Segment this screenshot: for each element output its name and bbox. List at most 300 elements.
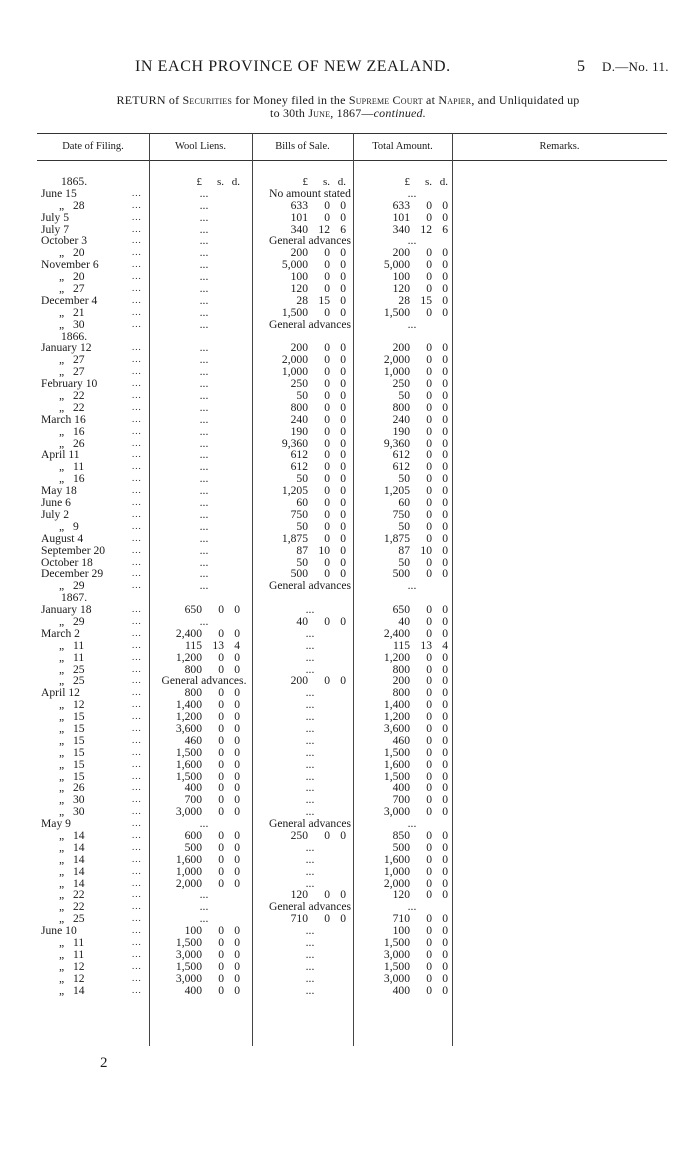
bill-amount — [260, 426, 366, 438]
wool-ditto: ... — [199, 543, 209, 557]
total-amount — [362, 949, 468, 961]
wool-pence: 4 — [234, 638, 240, 652]
total-amount — [362, 830, 468, 842]
bill-ditto: ... — [305, 626, 315, 640]
bill-pence: 0 — [340, 365, 346, 379]
table-row — [37, 699, 667, 711]
total-shillings: 0 — [426, 448, 432, 462]
total-amount — [362, 961, 468, 973]
year-row — [37, 176, 667, 188]
total-pounds: 87 — [398, 543, 410, 557]
total-shillings: 0 — [426, 246, 432, 260]
filing-day: 14 — [73, 983, 85, 997]
total-pence: 0 — [442, 365, 448, 379]
total-amount — [362, 509, 468, 521]
filing-day: 15 — [73, 733, 85, 747]
page-header — [0, 58, 700, 82]
wool-ditto: ... — [199, 496, 209, 510]
total-pounds: 633 — [392, 198, 410, 212]
total-amount — [362, 438, 468, 450]
table-row — [37, 830, 667, 842]
total-pounds: 710 — [392, 912, 410, 926]
total-pounds: 100 — [392, 270, 410, 284]
column-header-bills: Bills of Sale. — [275, 141, 330, 152]
table-row — [37, 747, 667, 759]
wool-pounds: 700 — [184, 793, 202, 807]
ditto-mark: „ — [59, 947, 65, 961]
table-row — [37, 235, 667, 247]
ditto-mark: „ — [59, 353, 65, 367]
wool-ditto: ... — [199, 424, 209, 438]
table-row — [37, 307, 667, 319]
leader-dots: ... — [132, 806, 142, 817]
total-pounds: 650 — [392, 603, 410, 617]
total-pence: 0 — [442, 258, 448, 272]
wool-pounds: 1,400 — [175, 698, 202, 712]
ditto-mark: „ — [59, 460, 65, 474]
leader-dots: ... — [132, 925, 142, 936]
caption-word-return: RETURN — [116, 93, 166, 107]
bill-pence: 0 — [340, 674, 346, 688]
total-pence: 0 — [442, 828, 448, 842]
table-row — [37, 985, 667, 997]
leader-dots: ... — [132, 960, 142, 971]
total-pence: 0 — [442, 448, 448, 462]
filing-day: 15 — [73, 769, 85, 783]
wool-pounds: 3,000 — [175, 971, 202, 985]
total-pounds: 500 — [392, 840, 410, 854]
bill-ditto: ... — [305, 876, 315, 890]
total-shillings: 0 — [426, 936, 432, 949]
total-amount — [362, 283, 468, 295]
total-amount — [362, 497, 468, 509]
total-pounds: 120 — [392, 282, 410, 296]
ditto-mark: „ — [59, 733, 65, 747]
total-pounds: 1,600 — [383, 757, 410, 771]
total-pence: 0 — [442, 377, 448, 391]
leader-dots: ... — [132, 853, 142, 864]
bill-amount — [260, 414, 366, 426]
wool-amount — [154, 830, 260, 842]
table-row — [37, 283, 667, 295]
wool-ditto: ... — [199, 365, 209, 379]
table-row — [37, 533, 667, 545]
total-shillings: 0 — [426, 531, 432, 545]
ditto-mark: „ — [59, 305, 65, 319]
table-row — [37, 628, 667, 640]
ditto-mark: „ — [59, 650, 65, 664]
total-amount — [362, 521, 468, 533]
total-pounds: 1,500 — [383, 959, 410, 973]
wool-ditto: ... — [199, 246, 209, 260]
wool-shillings: 0 — [218, 686, 224, 700]
bill-ditto: ... — [305, 852, 315, 866]
wool-pounds: 1,600 — [175, 852, 202, 866]
total-amount — [362, 247, 468, 259]
total-shillings: 0 — [426, 270, 432, 284]
total-pounds: 340 — [392, 222, 410, 236]
leader-dots: ... — [132, 366, 142, 377]
bill-amount — [260, 438, 366, 450]
caption-text: for Money filed in the — [232, 93, 349, 107]
wool-pounds: 800 — [184, 686, 202, 700]
wool-pence: 0 — [234, 650, 240, 664]
total-pence: 0 — [442, 805, 448, 819]
year-row — [37, 331, 667, 343]
ditto-mark: „ — [59, 614, 65, 628]
wool-pence: 0 — [234, 662, 240, 676]
leader-dots: ... — [132, 449, 142, 460]
total-pence: 0 — [442, 424, 448, 438]
leader-dots: ... — [132, 187, 142, 198]
filing-day: 20 — [73, 270, 85, 284]
wool-pounds: 1,000 — [175, 864, 202, 878]
bill-ditto: ... — [305, 840, 315, 854]
wool-pence: 0 — [234, 710, 240, 724]
total-pounds: 1,500 — [383, 745, 410, 759]
ditto-mark: „ — [59, 805, 65, 819]
total-amount — [362, 675, 468, 687]
total-pence: 0 — [442, 650, 448, 664]
ditto-mark: „ — [59, 270, 65, 284]
wool-pounds: 1,500 — [175, 769, 202, 783]
total-shillings: 0 — [426, 888, 432, 902]
wool-shillings: 0 — [218, 781, 224, 795]
caption-text: to 30th — [270, 106, 309, 120]
ditto-mark: „ — [59, 900, 65, 914]
table-row — [37, 319, 667, 331]
wool-ditto: ... — [199, 567, 209, 581]
table-row — [37, 497, 667, 509]
leader-dots: ... — [132, 639, 142, 650]
ditto-mark: „ — [59, 912, 65, 926]
total-pounds: 1,500 — [383, 769, 410, 783]
leader-dots: ... — [132, 615, 142, 626]
total-pence: 0 — [442, 876, 448, 890]
total-ditto: ... — [407, 317, 417, 331]
total-amount — [362, 664, 468, 676]
filing-date: May 18 — [41, 484, 77, 498]
bill-pounds: 710 — [290, 912, 308, 926]
wool-pounds: 115 — [185, 638, 202, 652]
bill-shillings: 0 — [324, 210, 330, 224]
bill-ditto: ... — [305, 603, 315, 617]
wool-pence: 0 — [234, 959, 240, 973]
wool-pounds: 1,200 — [175, 650, 202, 664]
ditto-mark: „ — [59, 389, 65, 403]
bill-pounds: 50 — [296, 389, 308, 403]
wool-pence: 0 — [234, 603, 240, 617]
total-amount — [362, 200, 468, 212]
wool-amount — [154, 842, 260, 854]
total-shillings: 0 — [426, 745, 432, 759]
table-row — [37, 723, 667, 735]
total-pounds: 1,500 — [383, 936, 410, 949]
filing-day: 30 — [73, 805, 85, 819]
total-shillings: 0 — [426, 412, 432, 426]
total-pence: 0 — [442, 507, 448, 521]
wool-shillings: 0 — [218, 793, 224, 807]
total-pounds: 250 — [392, 377, 410, 391]
leader-dots: ... — [132, 235, 142, 246]
ditto-mark: „ — [59, 983, 65, 997]
bill-shillings: 10 — [318, 543, 330, 557]
total-shillings: 0 — [426, 603, 432, 617]
bill-shillings: 0 — [324, 507, 330, 521]
bill-shillings: 0 — [324, 258, 330, 272]
total-amount — [362, 711, 468, 723]
bill-shillings: 0 — [324, 519, 330, 533]
bill-pence: 0 — [340, 412, 346, 426]
leader-dots: ... — [132, 794, 142, 805]
wool-amount — [154, 687, 260, 699]
bill-pounds: 750 — [290, 507, 308, 521]
ditto-mark: „ — [59, 400, 65, 414]
filing-day: 21 — [73, 305, 85, 319]
column-header-wool: Wool Liens. — [174, 141, 227, 152]
filing-date: January 18 — [41, 603, 92, 617]
table-row — [37, 509, 667, 521]
filing-date: April 11 — [41, 448, 80, 462]
total-shillings: 0 — [426, 757, 432, 771]
total-pounds: 115 — [393, 638, 410, 652]
bill-pounds: 800 — [290, 400, 308, 414]
wool-amount — [154, 782, 260, 794]
total-pence: 0 — [442, 603, 448, 617]
wool-amount — [154, 949, 260, 961]
leader-dots: ... — [132, 627, 142, 638]
total-pence: 0 — [442, 662, 448, 676]
caption-text: , 1867— — [330, 106, 374, 120]
total-shillings: 0 — [426, 626, 432, 640]
document-reference: D.—No. 11. — [602, 59, 669, 74]
total-shillings: 0 — [426, 377, 432, 391]
bill-pence: 0 — [340, 555, 346, 569]
ditto-mark: „ — [59, 971, 65, 985]
leader-dots: ... — [132, 378, 142, 389]
total-pence: 0 — [442, 971, 448, 985]
filing-day: 14 — [73, 840, 85, 854]
bill-shillings: 0 — [324, 828, 330, 842]
ditto-mark: „ — [59, 710, 65, 724]
year-row — [37, 592, 667, 604]
leader-dots: ... — [132, 604, 142, 615]
bill-shillings: 0 — [324, 365, 330, 379]
leader-dots: ... — [132, 937, 142, 947]
bill-note: General advances — [268, 900, 352, 914]
total-pounds: 1,400 — [383, 698, 410, 712]
total-pounds: 100 — [392, 924, 410, 938]
filing-day: 29 — [73, 579, 85, 593]
total-shillings: 0 — [426, 365, 432, 379]
total-pence: 0 — [442, 959, 448, 973]
wool-pounds: 1,200 — [175, 710, 202, 724]
wool-shillings: 0 — [218, 710, 224, 724]
total-shillings: 0 — [426, 555, 432, 569]
wool-amount — [154, 652, 260, 664]
leader-dots: ... — [132, 247, 142, 258]
table-row — [37, 866, 667, 878]
total-shillings: 0 — [426, 460, 432, 474]
filing-day: 27 — [73, 282, 85, 296]
currency-unit-label: £ — [196, 176, 202, 188]
total-shillings: 0 — [426, 721, 432, 735]
bill-shillings: 0 — [324, 341, 330, 355]
total-pence: 0 — [442, 198, 448, 212]
bill-amount — [260, 390, 366, 402]
wool-note: General advances. — [161, 674, 247, 688]
table-body — [37, 176, 667, 996]
filing-date: August 4 — [41, 531, 84, 545]
table-row — [37, 485, 667, 497]
ditto-mark: „ — [59, 745, 65, 759]
wool-ditto: ... — [199, 222, 209, 236]
wool-ditto: ... — [199, 579, 209, 593]
total-shillings: 0 — [426, 484, 432, 498]
wool-shillings: 0 — [218, 662, 224, 676]
leader-dots: ... — [132, 651, 142, 662]
wool-pence: 0 — [234, 733, 240, 747]
ditto-mark: „ — [59, 769, 65, 783]
wool-amount — [154, 854, 260, 866]
filing-date: March 16 — [41, 412, 86, 426]
bill-amount — [260, 271, 366, 283]
total-pence: 0 — [442, 936, 448, 949]
table-row — [37, 212, 667, 224]
bill-amount — [260, 557, 366, 569]
total-pence: 0 — [442, 710, 448, 724]
total-shillings: 0 — [426, 912, 432, 926]
total-amount — [362, 640, 468, 652]
total-pounds: 3,000 — [383, 971, 410, 985]
wool-shillings: 0 — [218, 769, 224, 783]
filing-day: 25 — [73, 674, 85, 688]
total-amount — [362, 747, 468, 759]
leader-dots: ... — [132, 877, 142, 888]
wool-pence: 0 — [234, 686, 240, 700]
total-pounds: 240 — [392, 412, 410, 426]
total-pounds: 3,600 — [383, 721, 410, 735]
filing-day: 22 — [73, 389, 85, 403]
leader-dots: ... — [132, 413, 142, 424]
total-shillings: 0 — [426, 519, 432, 533]
bill-ditto: ... — [305, 698, 315, 712]
total-pence: 0 — [442, 924, 448, 938]
bill-pounds: 1,000 — [281, 365, 308, 379]
ditto-mark: „ — [59, 793, 65, 807]
ditto-mark: „ — [59, 472, 65, 486]
total-shillings: 0 — [426, 507, 432, 521]
wool-shillings: 0 — [218, 876, 224, 890]
leader-dots: ... — [132, 520, 142, 531]
bill-pounds: 50 — [296, 472, 308, 486]
total-shillings: 0 — [426, 614, 432, 628]
wool-ditto: ... — [199, 519, 209, 533]
table-row — [37, 414, 667, 426]
bill-pence: 0 — [340, 496, 346, 510]
leader-dots: ... — [132, 401, 142, 412]
wool-pence: 0 — [234, 983, 240, 997]
wool-pence: 0 — [234, 757, 240, 771]
total-pence: 0 — [442, 840, 448, 854]
total-shillings: 0 — [426, 472, 432, 486]
ditto-mark: „ — [59, 638, 65, 652]
leader-dots: ... — [132, 508, 142, 519]
bill-shillings: 12 — [318, 222, 330, 236]
bill-ditto: ... — [305, 733, 315, 747]
wool-pounds: 3,000 — [175, 805, 202, 819]
bill-shillings: 0 — [324, 305, 330, 319]
total-pounds: 190 — [392, 424, 410, 438]
table-row — [37, 616, 667, 628]
bill-pounds: 120 — [290, 282, 308, 296]
total-pounds: 800 — [392, 662, 410, 676]
total-shillings: 0 — [426, 947, 432, 961]
caption-continued: continued. — [373, 106, 426, 120]
table-row — [37, 937, 667, 949]
leader-dots: ... — [132, 901, 142, 912]
bill-pence: 0 — [340, 484, 346, 498]
leader-dots: ... — [132, 306, 142, 317]
filing-day: 22 — [73, 888, 85, 902]
filing-day: 30 — [73, 793, 85, 807]
ditto-mark: „ — [59, 579, 65, 593]
wool-ditto: ... — [199, 234, 209, 248]
bill-note: No amount stated — [269, 186, 351, 200]
filing-day: 29 — [73, 614, 85, 628]
year-label: 1865. — [61, 175, 88, 188]
wool-ditto: ... — [199, 210, 209, 224]
total-shillings: 0 — [426, 698, 432, 712]
total-shillings: 0 — [426, 567, 432, 581]
filing-day: 15 — [73, 710, 85, 724]
total-shillings: 0 — [426, 733, 432, 747]
bill-ditto: ... — [305, 971, 315, 985]
table-row — [37, 901, 667, 913]
bill-ditto: ... — [305, 793, 315, 807]
bill-note: General advances — [268, 317, 352, 331]
filing-date: March 2 — [41, 626, 80, 640]
total-pence: 0 — [442, 745, 448, 759]
wool-ditto: ... — [199, 888, 209, 902]
total-amount — [362, 212, 468, 224]
table-row — [37, 687, 667, 699]
total-pounds: 1,500 — [383, 305, 410, 319]
table-row — [37, 711, 667, 723]
total-amount — [362, 759, 468, 771]
wool-ditto: ... — [199, 377, 209, 391]
filing-date: July 2 — [41, 507, 70, 521]
bill-shillings: 0 — [324, 531, 330, 545]
bill-ditto: ... — [305, 781, 315, 795]
wool-shillings: 0 — [218, 828, 224, 842]
wool-amount — [154, 747, 260, 759]
total-ditto: ... — [407, 817, 417, 831]
leader-dots: ... — [132, 354, 142, 365]
bill-pounds: 200 — [290, 246, 308, 260]
filing-day: 26 — [73, 781, 85, 795]
total-pence: 0 — [442, 721, 448, 735]
total-amount — [362, 378, 468, 390]
total-pounds: 612 — [392, 448, 410, 462]
total-shillings: 0 — [426, 674, 432, 688]
table-row — [37, 771, 667, 783]
bill-pounds: 1,875 — [281, 531, 308, 545]
filing-date: April 12 — [41, 686, 80, 700]
table-row — [37, 818, 667, 830]
wool-ditto: ... — [199, 912, 209, 926]
leader-dots: ... — [132, 390, 142, 401]
